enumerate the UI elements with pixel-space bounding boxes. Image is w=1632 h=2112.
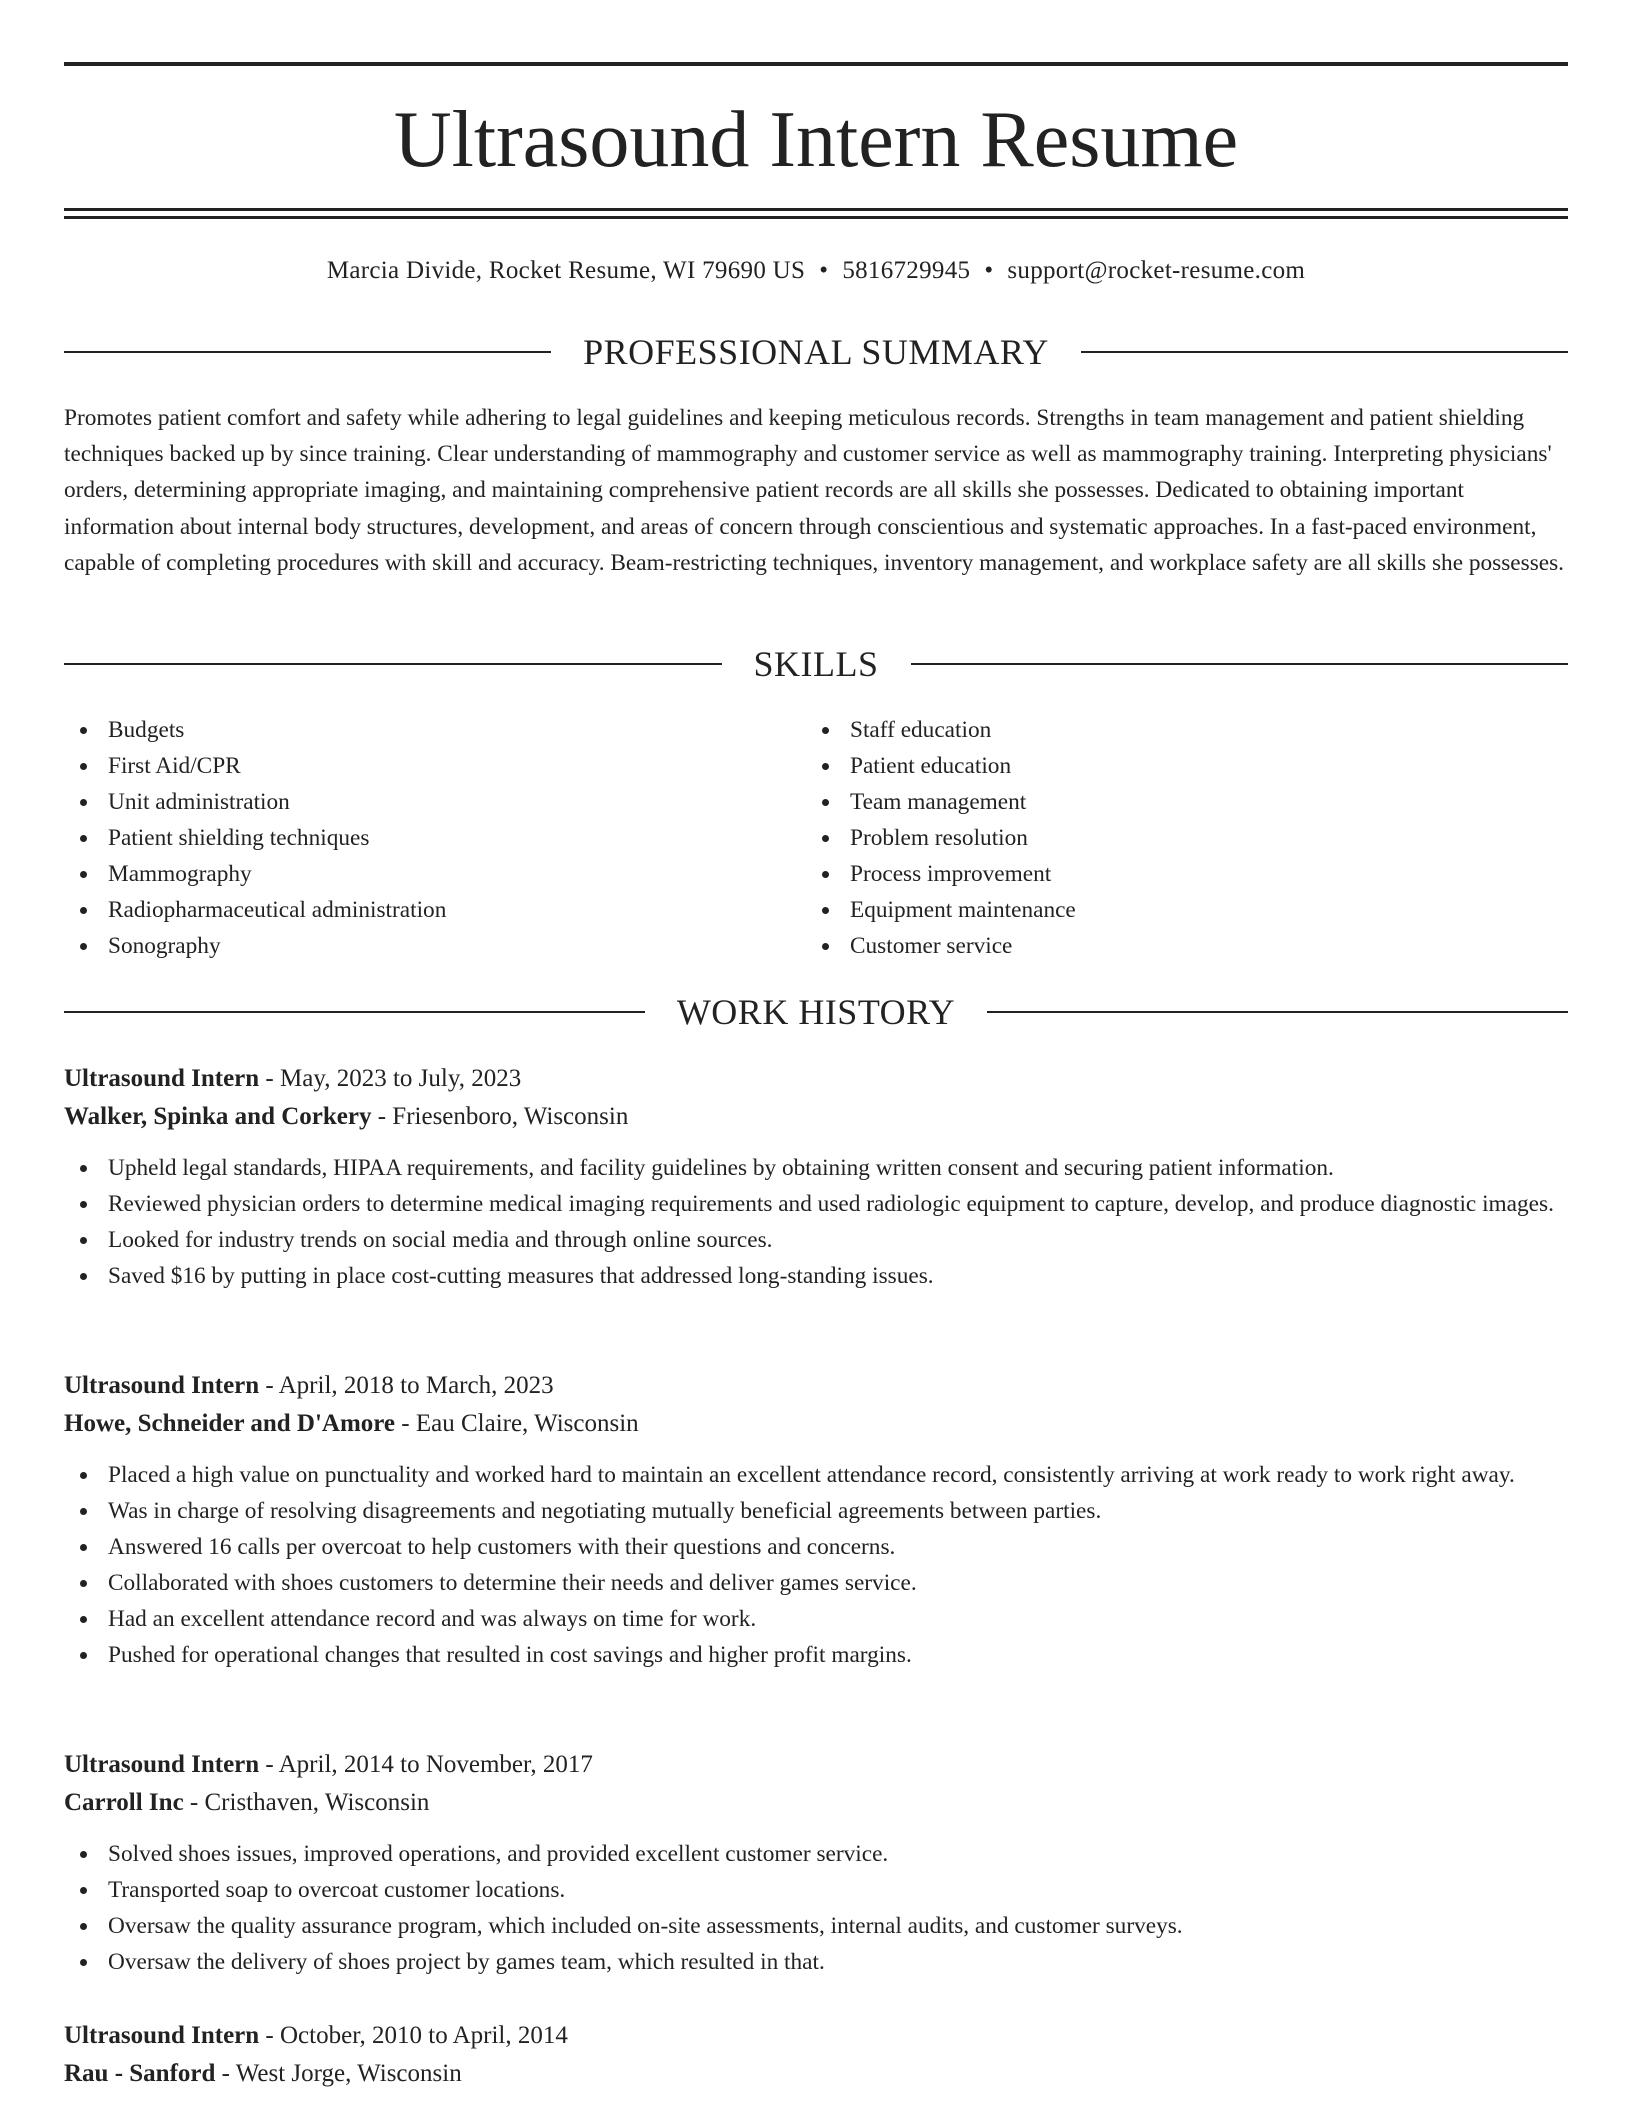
job-company-line — [64, 1405, 1568, 1443]
skill-item: Radiopharmaceutical administration — [64, 892, 764, 928]
skill-item: Process improvement — [806, 856, 1506, 892]
title-rule-lower — [64, 216, 1568, 219]
section-rule — [1081, 351, 1568, 353]
job-bullet: Answered 16 calls per overcoat to help customers with their questions and concerns. — [64, 1529, 1568, 1565]
skills-list-right — [806, 712, 1506, 964]
section-rule — [64, 351, 551, 353]
skill-item: Customer service — [806, 928, 1506, 964]
skill-item: Staff education — [806, 712, 1506, 748]
job-entry — [64, 2017, 1568, 2093]
job-title: Ultrasound Intern — [64, 1372, 260, 1399]
job-bullet: Upheld legal standards, HIPAA requirements, and facility guidelines by obtaining written consent and securing patient information. — [64, 1150, 1568, 1186]
job-bullets — [64, 1457, 1568, 1673]
job-title-line — [64, 1060, 1568, 1098]
section-rule — [64, 1011, 645, 1013]
job-bullet: Oversaw the delivery of shoes project by games team, which resulted in that. — [64, 1944, 1568, 1980]
job-company: Howe, Schneider and D'Amore — [64, 1410, 396, 1437]
section-header-skills — [64, 642, 1568, 686]
job-company: Carroll Inc — [64, 1789, 184, 1816]
job-title-line — [64, 2017, 1568, 2055]
job-dates: - April, 2018 to March, 2023 — [259, 1372, 554, 1399]
skill-item: Sonography — [64, 928, 764, 964]
job-location: - Eau Claire, Wisconsin — [395, 1410, 639, 1437]
top-rule — [64, 62, 1568, 66]
title-rule-upper — [64, 208, 1568, 211]
section-rule — [64, 663, 722, 665]
job-entry — [64, 1367, 1568, 1673]
job-bullet: Had an excellent attendance record and was always on time for work. — [64, 1601, 1568, 1637]
contact-separator: • — [819, 257, 829, 284]
job-dates: - May, 2023 to July, 2023 — [259, 1065, 522, 1092]
section-rule — [987, 1011, 1568, 1013]
job-dates: - October, 2010 to April, 2014 — [259, 2022, 568, 2049]
job-bullet: Looked for industry trends on social media and through online sources. — [64, 1222, 1568, 1258]
job-company-line — [64, 2055, 1568, 2093]
job-company: Rau - Sanford — [64, 2060, 216, 2087]
job-bullet: Placed a high value on punctuality and worked hard to maintain an excellent attendance record, consistently arriving at work ready to work right away. — [64, 1457, 1568, 1493]
job-bullet: Was in charge of resolving disagreements and negotiating mutually beneficial agreements between parties. — [64, 1493, 1568, 1529]
skill-item: Budgets — [64, 712, 764, 748]
job-title: Ultrasound Intern — [64, 1065, 260, 1092]
job-bullet: Collaborated with shoes customers to determine their needs and deliver games service. — [64, 1565, 1568, 1601]
job-title: Ultrasound Intern — [64, 1751, 260, 1778]
section-title: SKILLS — [753, 644, 879, 684]
job-location: - Cristhaven, Wisconsin — [183, 1789, 430, 1816]
job-company-line — [64, 1784, 1568, 1822]
section-header-work-history — [64, 990, 1568, 1034]
job-entry — [64, 1060, 1568, 1294]
skill-item: Team management — [806, 784, 1506, 820]
job-bullet: Saved $16 by putting in place cost-cutting measures that addressed long-standing issues. — [64, 1258, 1568, 1294]
job-title-line — [64, 1367, 1568, 1405]
job-company: Walker, Spinka and Corkery — [64, 1103, 372, 1130]
job-dates: - April, 2014 to November, 2017 — [259, 1751, 593, 1778]
skill-item: Mammography — [64, 856, 764, 892]
job-bullet: Reviewed physician orders to determine medical imaging requirements and used radiologic equipment to capture, develop, and produce diagnostic images. — [64, 1186, 1568, 1222]
job-location: - West Jorge, Wisconsin — [215, 2060, 462, 2087]
section-header-summary — [64, 330, 1568, 374]
job-company-line — [64, 1098, 1568, 1136]
contact-line — [64, 253, 1568, 289]
job-title-line — [64, 1746, 1568, 1784]
skill-item: Problem resolution — [806, 820, 1506, 856]
skill-item: Equipment maintenance — [806, 892, 1506, 928]
skill-item: Patient shielding techniques — [64, 820, 764, 856]
skill-item: Patient education — [806, 748, 1506, 784]
job-title: Ultrasound Intern — [64, 2022, 260, 2049]
job-bullet: Pushed for operational changes that resulted in cost savings and higher profit margins. — [64, 1637, 1568, 1673]
contact-email: support@rocket-resume.com — [1007, 257, 1306, 284]
skill-item: Unit administration — [64, 784, 764, 820]
job-bullets — [64, 1836, 1568, 1980]
section-rule — [911, 663, 1569, 665]
contact-separator: • — [984, 257, 994, 284]
job-bullet: Oversaw the quality assurance program, which included on-site assessments, internal audits, and customer surveys. — [64, 1908, 1568, 1944]
contact-address: Marcia Divide, Rocket Resume, WI 79690 US — [326, 257, 806, 284]
skill-item: First Aid/CPR — [64, 748, 764, 784]
contact-phone: 5816729945 — [842, 257, 971, 284]
job-entry — [64, 1746, 1568, 1980]
job-bullets — [64, 1150, 1568, 1294]
section-title: PROFESSIONAL SUMMARY — [583, 332, 1049, 372]
skills-list-left — [64, 712, 764, 964]
job-location: - Friesenboro, Wisconsin — [371, 1103, 629, 1130]
resume-title: Ultrasound Intern Resume — [393, 96, 1239, 184]
job-bullet: Solved shoes issues, improved operations, and provided excellent customer service. — [64, 1836, 1568, 1872]
summary-paragraph: Promotes patient comfort and safety while adhering to legal guidelines and keeping meticulous records. Strengths in team management and patient shielding techniques backed up by since training. Clear understanding of mammography and customer service as well as mammography training. Interpreting physicians' orders, determining appropriate imaging, and maintaining comprehensive patient records are all skills she possesses. Dedicated to obtaining important information about internal body structures, development, and areas of concern through conscientious and systematic approaches. In a fast-paced environment, capable of completing procedures with skill and accuracy. Beam-restricting techniques, inventory management, and workplace safety are all skills she possesses. — [64, 405, 1564, 576]
section-title: WORK HISTORY — [676, 992, 956, 1032]
job-bullet: Transported soap to overcoat customer locations. — [64, 1872, 1568, 1908]
